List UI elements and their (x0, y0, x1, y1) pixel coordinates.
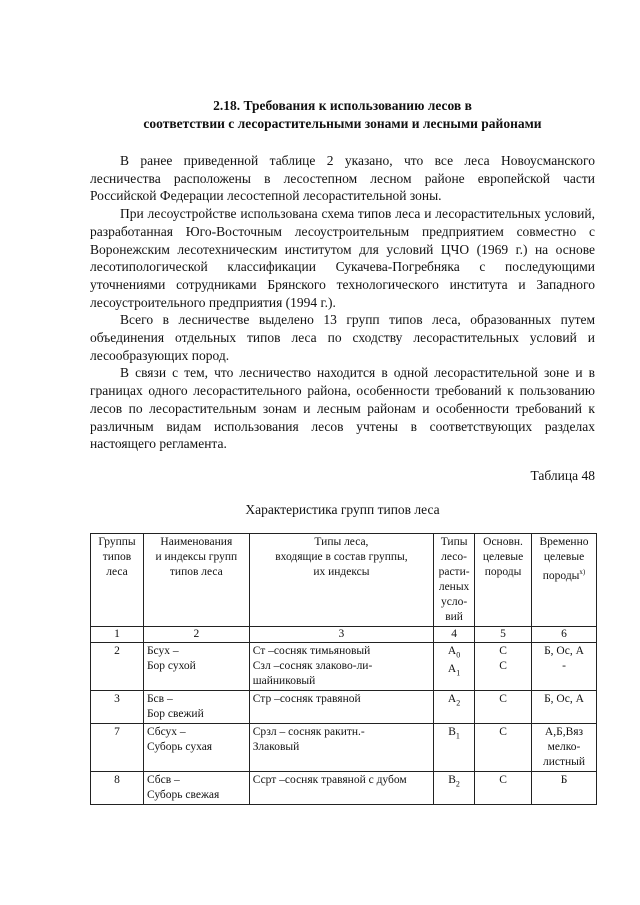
cell-temporary-species: Б (532, 772, 597, 805)
cell-growing-conditions: $В_1$ (434, 724, 475, 772)
header-groups: Группы типов леса (91, 534, 144, 627)
table-title: Характеристика групп типов леса (245, 502, 440, 517)
cell-temporary-species: Б, Ос, А - (532, 643, 597, 691)
header-names: Наименования и индексы групп типов леса (143, 534, 249, 627)
cell-forest-types: Срзл – сосняк ракитн.- Злаковый (249, 724, 433, 772)
header-forest-types: Типы леса, входящие в состав группы, их индексы (249, 534, 433, 627)
cell-main-species: С (475, 691, 532, 724)
column-number: 5 (475, 627, 532, 643)
column-number: 4 (434, 627, 475, 643)
cell-group-number: 2 (91, 643, 144, 691)
column-number: 1 (91, 627, 144, 643)
table-row (91, 691, 597, 724)
cell-growing-conditions: $А_0$ $А_1$ (434, 643, 475, 691)
cell-main-species: С (475, 724, 532, 772)
cell-forest-types: Ст –сосняк тимьяновый Сзл –сосняк злаково-ли- шайниковый (249, 643, 433, 691)
cell-group-name: Сбсух – Суборь сухая (143, 724, 249, 772)
column-number: 6 (532, 627, 597, 643)
cell-group-number: 3 (91, 691, 144, 724)
cell-forest-types: Ссрт –сосняк травяной с дубом (249, 772, 433, 805)
header-growing-conditions: Типы лесо- расти- леных усло- вий (434, 534, 475, 627)
cell-growing-conditions: $А_2$ (434, 691, 475, 724)
footnote-mark: х) (579, 568, 586, 576)
paragraph: Всего в лесничестве выделено 13 групп типов леса, образованных путем объединения отдельных типов леса по сходству лесорастительных условий и лесообразующих пород. (90, 312, 595, 363)
forest-type-groups-table (90, 533, 597, 805)
paragraph: В связи с тем, что лесничество находится в одной лесорастительной зоне и в границах одного лесорастительного района, особенности требований к пользованию лесов по лесорастительным зонам и лесным районам и особенности требований к различным видам использования лесов учтены в соответствующих разделах настоящего регламента. (90, 365, 595, 452)
column-number: 3 (249, 627, 433, 643)
paragraph: При лесоустройстве использована схема типов леса и лесорастительных условий, разработанная Юго-Восточным лесоустроительным предприятием совместно с Воронежским лесотехническим институтом для условий ЦЧО (1969 г.) на основе лесотипологической классификации Сукачева-Погребняка с последующими уточнениями сотрудниками Брянского технологического института и Западного лесоустроительного предприятия (1994 г.). (90, 206, 595, 310)
column-number: 2 (143, 627, 249, 643)
paragraph: В ранее приведенной таблице 2 указано, что все леса Новоусманского лесничества расположены в лесостепном лесном районе европейской части Российской Федерации лесостепной лесорастительной зоны. (90, 153, 595, 204)
cell-group-name: Бсух – Бор сухой (143, 643, 249, 691)
cell-group-number: 8 (91, 772, 144, 805)
table-number: Таблица 48 (530, 468, 595, 483)
table-row (91, 772, 597, 805)
cell-group-name: Бсв – Бор свежий (143, 691, 249, 724)
section-heading (90, 97, 595, 133)
cell-temporary-species: Б, Ос, А (532, 691, 597, 724)
table-header-row (91, 534, 597, 627)
column-numbers-row (91, 627, 597, 643)
table-row (91, 724, 597, 772)
body-text (90, 152, 595, 453)
cell-temporary-species: А,Б,Вяз мелко- листный (532, 724, 597, 772)
cell-growing-conditions: $В_2$ (434, 772, 475, 805)
header-main-species: Основн. целевые породы (475, 534, 532, 627)
section-heading-line-2: соответствии с лесорастительными зонами и лесными районами (143, 116, 542, 131)
cell-main-species: С (475, 772, 532, 805)
table-row (91, 643, 597, 691)
cell-group-name: Сбсв – Суборь свежая (143, 772, 249, 805)
cell-group-number: 7 (91, 724, 144, 772)
cell-main-species: С С (475, 643, 532, 691)
section-heading-line-1: 2.18. Требования к использованию лесов в (213, 98, 472, 113)
cell-forest-types: Стр –сосняк травяной (249, 691, 433, 724)
header-temporary-species: Временно целевые породы$^{х)}$ (532, 534, 597, 627)
